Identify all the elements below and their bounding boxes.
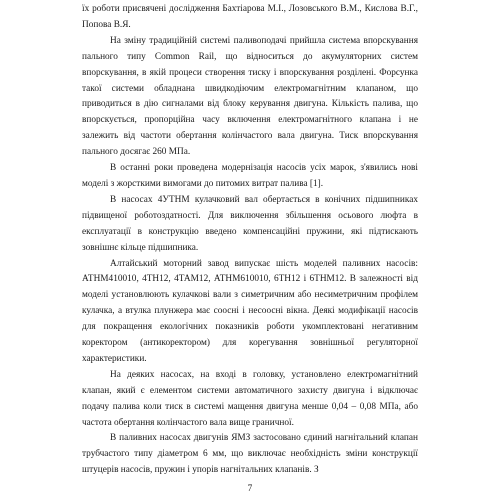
paragraph: В останні роки проведена модернізація насосів усіх марок, з'явились нові моделі з жорсткими вимогами до питомих витрат палива [1]. bbox=[82, 163, 418, 189]
paragraph: В паливних насосах двигунів ЯМЗ застосовано єдиний нагнітальний клапан трубчастого типу діаметром 6 мм, що виключає необхідність зміни конструкції штуцерів насосів, пружин і упорів нагнітальних клапанів. З bbox=[82, 433, 418, 476]
page-number: 7 bbox=[247, 484, 253, 494]
paragraph: На деяких насосах, на вході в головку, установлено електромагнітний клапан, який є елементом системи автоматичного захисту двигуна і відключає подачу палива коли тиск в системі мащення двигуна менше 0,04 – 0,08 МПа, або частота обертання колінчастого вала вище граничної. bbox=[82, 369, 418, 428]
paragraph: Алтайський моторний завод випускає шість моделей паливних насосів: АТНМ410010, 4ТН12, 4ТАМ12, АТНМ610010, 6ТН12 і 6ТНМ12. В залежності від моделі установлюють кулачкові вали з симетричним або несиметричним профілем кулачка, а втулка плунжера має соосні і несоосні вікна. Деякі модифікації насосів для покращення екологічних показників роботи укомплектовані негативним коректором (антикоректором) для корегування зовнішньої регуляторної характеристики. bbox=[82, 258, 418, 364]
paragraph: їх роботи присвячені дослідження Бахтіарова М.І., Лозовського В.М., Кислова В.Г., Попова В.Я. bbox=[82, 4, 418, 30]
paragraph: На зміну традиційній системі паливоподачі прийшла система впорскування пального типу Common Rail, що відноситься до акумуляторних систем впорскування, в якій процеси створення тиску і впорскування розділені. Форсунка такої системи обладнана швидкодіючим електромагнітним клапаном, що приводиться в дію сигналами від блоку керування двигуна. Кількість палива, що впорскується, пропорційна часу включення електромагнітного клапана і не залежить від частоти обертання колінчастого вала двигуна. Тиск впорскування пального досягає 260 МПа. bbox=[82, 35, 418, 158]
paragraph: В насосах 4УТНМ кулачковий вал обертається в конічних підшипниках підвищеної роботоздатності. Для виключення збільшення осьового люфта в експлуатації в конструкцію введено компенсаційні пружини, які підтискають зовнішнє кільце підшипника. bbox=[82, 194, 418, 253]
